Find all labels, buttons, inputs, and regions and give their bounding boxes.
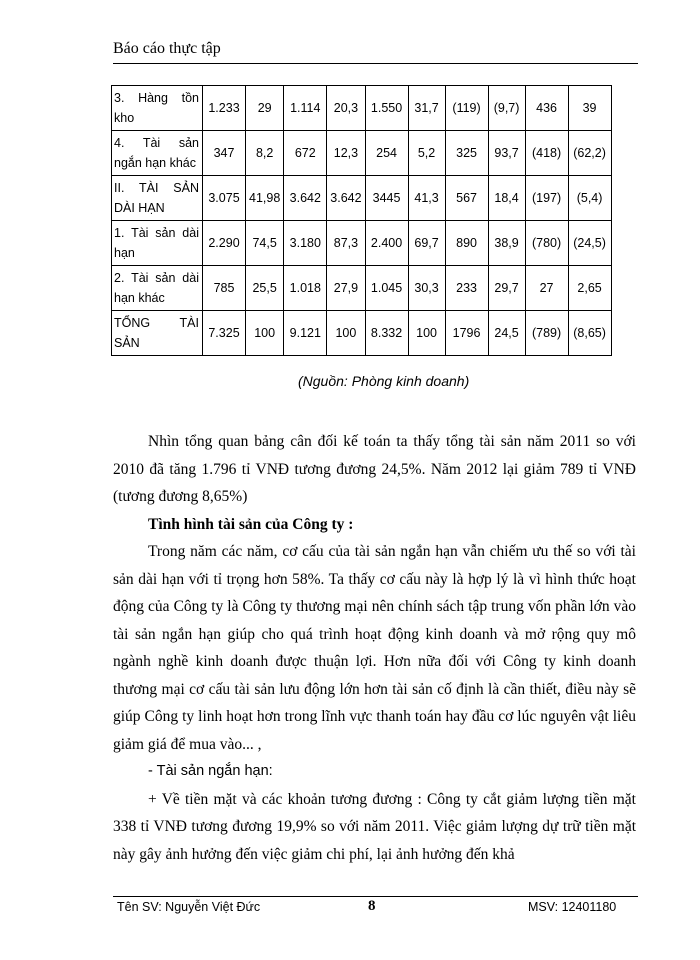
table-row	[112, 86, 612, 131]
table-cell: 7.325	[203, 311, 246, 356]
table-cell: (780)	[525, 221, 568, 266]
table-cell: 9.121	[284, 311, 327, 356]
table-cell: 18,4	[488, 176, 525, 221]
table-cell: 25,5	[246, 266, 284, 311]
table-source-note: (Nguồn: Phòng kinh doanh)	[298, 373, 470, 389]
footer-divider	[113, 896, 638, 897]
paragraph-overview: Nhìn tổng quan bảng cân đối kế toán ta thấy tổng tài sản năm 2011 so với 2010 đã tăng 1.796 tỉ VNĐ tương đương 24,5%. Năm 2012 lại giảm 789 tỉ VNĐ (tương đương 8,65%)	[113, 433, 636, 505]
table-row	[112, 176, 612, 221]
table-cell: 8,2	[246, 131, 284, 176]
table-cell: 87,3	[327, 221, 365, 266]
table-cell: 29	[246, 86, 284, 131]
page-header-title: Báo cáo thực tập	[113, 40, 221, 57]
table-cell: 785	[203, 266, 246, 311]
table-cell: 41,98	[246, 176, 284, 221]
table-cell: 3.642	[284, 176, 327, 221]
table-cell: (789)	[525, 311, 568, 356]
table-cell: 31,7	[408, 86, 445, 131]
footer-page-number: 8	[368, 898, 376, 914]
table-cell: 74,5	[246, 221, 284, 266]
table-cell: 2.400	[365, 221, 408, 266]
table-row	[112, 311, 612, 356]
asset-table	[111, 85, 612, 356]
row-label: TỔNG TÀI SẢN	[112, 311, 203, 356]
table-cell: 20,3	[327, 86, 365, 131]
table-cell: 890	[445, 221, 488, 266]
table-cell: 12,3	[327, 131, 365, 176]
body-text	[113, 428, 636, 868]
table-cell: 1.018	[284, 266, 327, 311]
table-cell: 27,9	[327, 266, 365, 311]
table-cell: (8,65)	[568, 311, 611, 356]
table-cell: 8.332	[365, 311, 408, 356]
table-row	[112, 221, 612, 266]
table-cell: 233	[445, 266, 488, 311]
table-cell: 254	[365, 131, 408, 176]
table-cell: 1.114	[284, 86, 327, 131]
table-cell: 2,65	[568, 266, 611, 311]
table-cell: 24,5	[488, 311, 525, 356]
table-cell: 27	[525, 266, 568, 311]
table-cell: (24,5)	[568, 221, 611, 266]
table-cell: (5,4)	[568, 176, 611, 221]
row-label: 2. Tài sản dài hạn khác	[112, 266, 203, 311]
table-cell: 100	[246, 311, 284, 356]
section-heading: Tình hình tài sản của Công ty :	[148, 515, 354, 533]
table-cell: (119)	[445, 86, 488, 131]
row-label: II. TÀI SẢN DÀI HẠN	[112, 176, 203, 221]
table-row	[112, 266, 612, 311]
table-cell: 3445	[365, 176, 408, 221]
table-cell: 3.075	[203, 176, 246, 221]
footer-student-name: Tên SV: Nguyễn Việt Đức	[117, 900, 261, 914]
table-cell: (62,2)	[568, 131, 611, 176]
header-divider	[113, 63, 638, 64]
table-cell: 325	[445, 131, 488, 176]
paragraph-structure: Trong năm các năm, cơ cấu của tài sản ngắn hạn vẫn chiếm ưu thế so với tài sản dài hạn với tỉ trọng hơn 58%. Ta thấy cơ cấu này là hợp lý là vì hình thức hoạt động của Công ty là Công ty thương mại nên chính sách tập trung vốn phần lớn vào tài sản ngắn hạn giúp cho quá trình hoạt động kinh doanh và mở rộng quy mô ngành nghề kinh doanh được thuận lợi. Hơn nữa đối với Công ty kinh doanh thương mại cơ cấu tài sản lưu động lớn hơn tài sản cố định là cần thiết, điều này sẽ giúp Công ty linh hoạt hơn trong lĩnh vực thanh toán hay đầu cơ lúc nguyên vật liêu giảm giá để mua vào... ,	[113, 543, 636, 753]
table-cell: 1796	[445, 311, 488, 356]
bullet-short-term-assets: - Tài sản ngắn hạn:	[148, 763, 273, 779]
table-cell: 29,7	[488, 266, 525, 311]
row-label: 4. Tài sản ngắn hạn khác	[112, 131, 203, 176]
table-cell: 3.180	[284, 221, 327, 266]
table-cell: 41,3	[408, 176, 445, 221]
table-row	[112, 131, 612, 176]
table-cell: 1.233	[203, 86, 246, 131]
table-cell: (197)	[525, 176, 568, 221]
row-label: 3. Hàng tồn kho	[112, 86, 203, 131]
table-cell: 39	[568, 86, 611, 131]
table-cell: 1.045	[365, 266, 408, 311]
table-cell: 93,7	[488, 131, 525, 176]
table-cell: 38,9	[488, 221, 525, 266]
row-label: 1. Tài sản dài hạn	[112, 221, 203, 266]
table-cell: 100	[327, 311, 365, 356]
table-cell: 2.290	[203, 221, 246, 266]
table-cell: 436	[525, 86, 568, 131]
table-cell: 69,7	[408, 221, 445, 266]
table-cell: 30,3	[408, 266, 445, 311]
table-cell: 100	[408, 311, 445, 356]
table-cell: 3.642	[327, 176, 365, 221]
table-cell: (9,7)	[488, 86, 525, 131]
table-cell: (418)	[525, 131, 568, 176]
paragraph-cash: + Về tiền mặt và các khoản tương đương : Công ty cắt giảm lượng tiền mặt 338 tỉ VNĐ tương đương 19,9% so với năm 2011. Việc giảm lượng dự trữ tiền mặt này gây ảnh hưởng đến việc giảm chi phí, lại ảnh hưởng đến khả	[113, 790, 636, 863]
table-cell: 347	[203, 131, 246, 176]
table-cell: 672	[284, 131, 327, 176]
table-cell: 1.550	[365, 86, 408, 131]
table-cell: 5,2	[408, 131, 445, 176]
table-cell: 567	[445, 176, 488, 221]
footer-student-id: MSV: 12401180	[528, 900, 617, 914]
